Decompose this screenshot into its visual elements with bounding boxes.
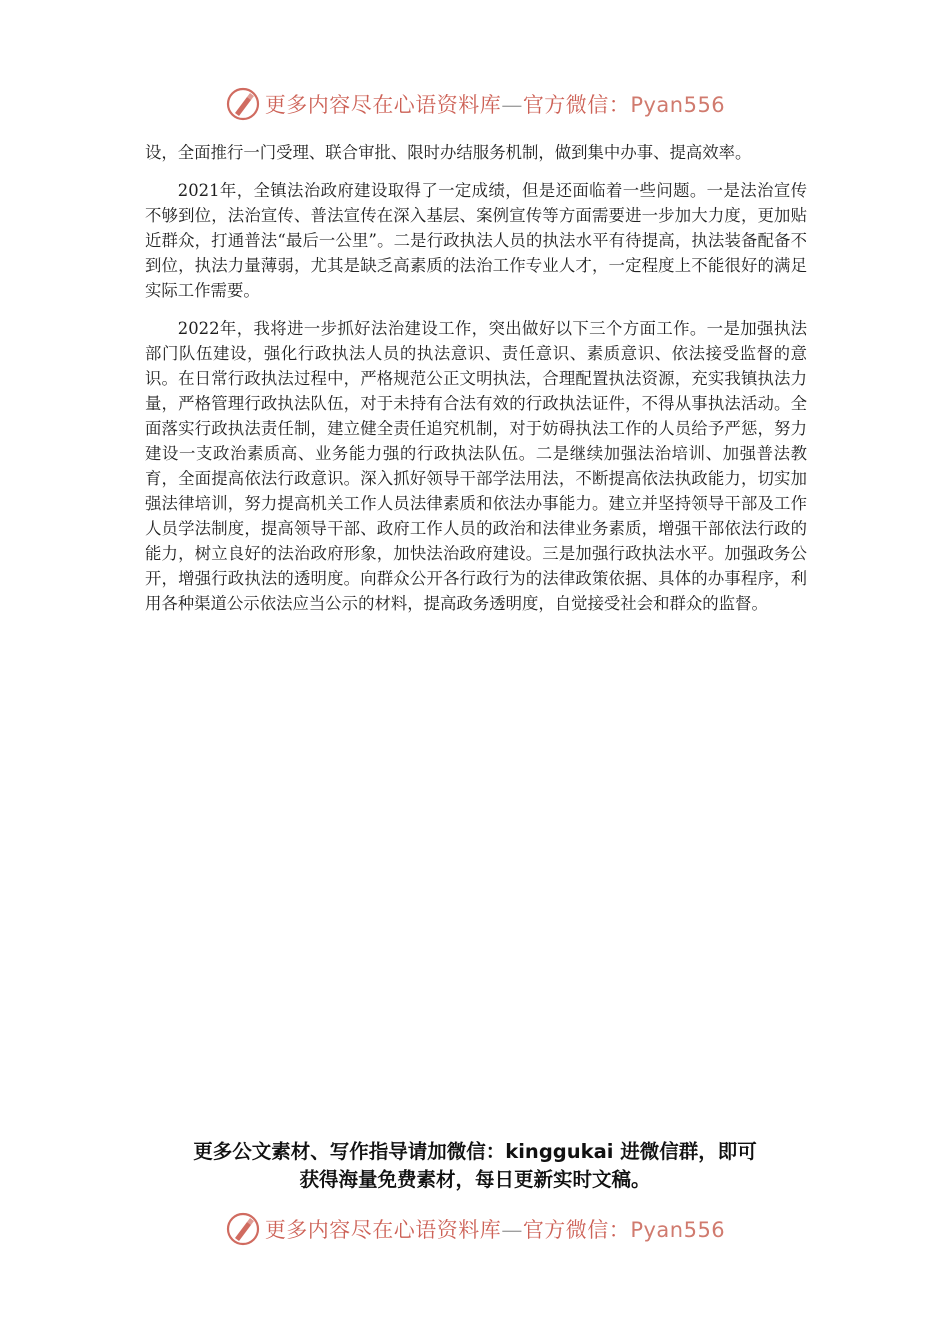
paragraph-plans: 2022年，我将进一步抓好法治建设工作，突出做好以下三个方面工作。一是加强执法部门队伍建设，强化行政执法人员的执法意识、责任意识、素质意识、依法接受监督的意识。在日常行政执法过程中，严格规范公正文明执法，合理配置执法资源，充实我镇执法力量，严格管理行政执法队伍，对于未持有合法有效的行政执法证件，不得从事执法活动。全面落实行政执法责任制，建立健全责任追究机制，对于妨碍执法工作的人员给予严惩，努力建设一支政治素质高、业务能力强的行政执法队伍。二是继续加强法治培训、加强普法教育，全面提高依法行政意识。深入抓好领导干部学法用法，不断提高依法执政能力，切实加强法律培训，努力提高机关工作人员法律素质和依法办事能力。建立并坚持领导干部及工作人员学法制度，提高领导干部、政府工作人员的政治和法律业务素质，增强干部依法行政的能力，树立良好的法治政府形象，加快法治政府建设。三是加强行政执法水平。加强政务公开，增强行政执法的透明度。向群众公开各行政行为的法律政策依据、具体的办事程序，利用各种渠道公示依法应当公示的材料，提高政务透明度，自觉接受社会和群众的监督。	[145, 319, 807, 613]
footer-promo-line-2: 获得海量免费素材，每日更新实时文稿。	[299, 1168, 651, 1191]
paragraph-problems: 2021年，全镇法治政府建设取得了一定成绩，但是还面临着一些问题。一是法治宣传不够到位，法治宣传、普法宣传在深入基层、案例宣传等方面需要进一步加大力度，更加贴近群众，打通普法“最后一公里”。二是行政执法人员的执法水平有待提高，执法装备配备不到位，执法力量薄弱，尤其是缺乏高素质的法治工作专业人才，一定程度上不能很好的满足实际工作需要。	[145, 181, 807, 300]
footer-banner	[0, 1209, 950, 1249]
pen-nib-logo-icon	[225, 1211, 261, 1247]
header-banner	[0, 84, 950, 124]
footer-promo-note	[0, 1138, 950, 1194]
header-banner-text: 更多内容尽在心语资料库—官方微信：Pyan556	[264, 93, 726, 117]
pen-nib-logo-icon	[225, 86, 261, 122]
document-body	[145, 140, 807, 616]
footer-promo-line-1: 更多公文素材、写作指导请加微信：kinggukai 进微信群，即可	[193, 1140, 757, 1163]
paragraph-continuation: 设，全面推行一门受理、联合审批、限时办结服务机制，做到集中办事、提高效率。	[145, 143, 752, 162]
footer-banner-text: 更多内容尽在心语资料库—官方微信：Pyan556	[264, 1218, 726, 1242]
